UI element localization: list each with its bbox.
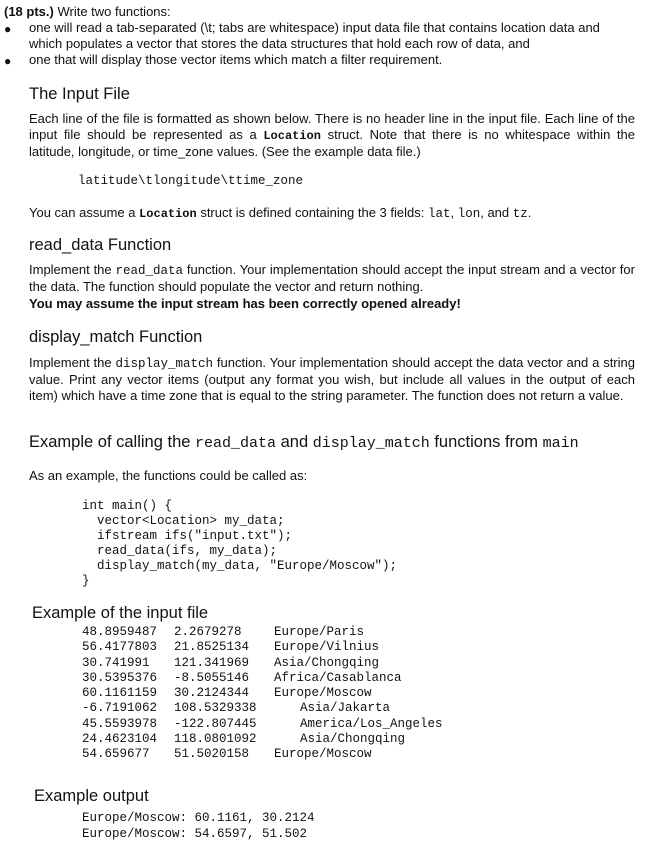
output-line: Europe/Moscow: 54.6597, 51.502 [82, 827, 308, 841]
timezone-cell: America/Los_Angeles [300, 716, 443, 731]
timezone-cell: Europe/Moscow [274, 686, 372, 701]
function-name: read_data [195, 435, 277, 452]
timezone-cell: Europe/Vilnius [274, 640, 380, 655]
timezone-cell: Africa/Casablanca [274, 670, 402, 685]
latitude-cell: 24.4623104 [82, 732, 158, 747]
struct-assumption [29, 205, 635, 222]
section-heading-example-call [29, 432, 579, 454]
text-segment: Implement the [29, 355, 116, 370]
code-line: vector<Location> my_data; [82, 514, 285, 528]
table-row [82, 625, 443, 640]
text-segment: You can assume a [29, 205, 140, 220]
longitude-cell: -8.5055146 [174, 670, 250, 685]
bullet-icon: ● [4, 22, 12, 36]
text-segment: Example of calling the [29, 433, 196, 451]
field-tz: tz [512, 207, 528, 221]
table-row [82, 732, 443, 747]
code-line: display_match(my_data, "Europe/Moscow"); [82, 559, 398, 573]
code-line: } [82, 574, 90, 588]
function-name: main [542, 435, 579, 452]
latitude-cell: -6.7191062 [82, 701, 158, 716]
section-heading-example-input: Example of the input file [32, 604, 209, 622]
section-heading-display-match: display_match Function [29, 328, 203, 346]
longitude-cell: 2.2679278 [174, 625, 242, 639]
text-segment: and [276, 433, 313, 451]
function-name: display_match [312, 435, 430, 452]
latitude-cell: 48.8959487 [82, 625, 158, 639]
table-row [82, 671, 443, 686]
text-segment: . [527, 205, 532, 220]
latitude-cell: 45.5593978 [82, 716, 158, 731]
bullet-icon: ● [4, 54, 12, 68]
code-block [82, 499, 397, 589]
display-match-description [29, 355, 635, 404]
struct-name: Location [263, 129, 321, 143]
longitude-cell: -122.807445 [174, 716, 257, 731]
input-file-description [29, 111, 635, 160]
timezone-cell: Asia/Chongqing [300, 732, 406, 747]
latitude-cell: 30.5395376 [82, 670, 158, 685]
latitude-cell: 60.1161159 [82, 686, 158, 701]
field-lon: lon [457, 207, 481, 221]
longitude-cell: 30.2124344 [174, 686, 250, 701]
text-segment: struct is defined containing the 3 fields: [196, 205, 428, 220]
text-segment: , and [480, 205, 513, 220]
longitude-cell: 118.0801092 [174, 732, 257, 747]
read-data-description [29, 262, 635, 295]
code-line: int main() { [82, 499, 173, 513]
table-row [82, 747, 443, 762]
points-label: (18 pts.) [4, 4, 54, 19]
section-heading-read-data: read_data Function [29, 236, 172, 254]
function-name: read_data [115, 264, 184, 278]
code-line: read_data(ifs, my_data); [82, 544, 278, 558]
table-row [82, 640, 443, 655]
bullet-item-read: one will read a tab-separated (\t; tabs are whitespace) input data file that contains location data and which populates a vector that stores the data structures that hold each row of data, and [29, 20, 600, 51]
longitude-cell: 51.5020158 [174, 747, 250, 762]
function-name: display_match [115, 357, 214, 371]
text-segment: struct. Note that there is no whitespace within the latitude, longitude, or time_zone values. (See the example data file.) [29, 127, 635, 159]
text-segment: function. Your implementation should accept the input stream and a vector for the data. The function should populate the vector and return nothing. [29, 262, 635, 294]
table-row [82, 717, 443, 732]
section-heading-input-file: The Input File [29, 85, 130, 103]
timezone-cell: Asia/Jakarta [300, 701, 391, 716]
example-output-block [82, 810, 315, 842]
text-segment: Each line of the file is formatted as shown below. There is no header line in the input file. Each line of the input file should be represented as a [29, 111, 635, 142]
code-line: ifstream ifs("input.txt"); [82, 529, 293, 543]
timezone-cell: Europe/Moscow [274, 747, 372, 762]
problem-statement [4, 4, 634, 20]
latitude-cell: 56.4177803 [82, 640, 158, 655]
format-line: latitude\tlongitude\ttime_zone [78, 174, 304, 188]
read-data-note: You may assume the input stream has been correctly opened already! [29, 296, 461, 311]
text-segment: Implement the [29, 262, 116, 277]
output-line: Europe/Moscow: 60.1161, 30.2124 [82, 811, 315, 825]
longitude-cell: 121.341969 [174, 655, 250, 670]
field-lat: lat [427, 207, 451, 221]
longitude-cell: 21.8525134 [174, 640, 250, 655]
table-row [82, 656, 443, 671]
text-segment: , [450, 205, 458, 220]
latitude-cell: 54.659677 [82, 747, 150, 762]
timezone-cell: Asia/Chongqing [274, 655, 380, 670]
section-heading-example-output: Example output [34, 787, 149, 805]
bullet-item-display: one that will display those vector items which match a filter requirement. [29, 52, 443, 67]
latitude-cell: 30.741991 [82, 655, 150, 670]
example-input-table [82, 625, 443, 763]
struct-name: Location [139, 207, 197, 221]
table-row [82, 686, 443, 701]
intro-lead: Write two functions: [53, 4, 171, 19]
timezone-cell: Europe/Paris [274, 625, 365, 639]
longitude-cell: 108.5329338 [174, 701, 257, 716]
example-call-lead: As an example, the functions could be called as: [29, 468, 308, 483]
table-row [82, 701, 443, 716]
text-segment: functions from [429, 433, 543, 451]
text-segment: function. Your implementation should accept the data vector and a string value. Print any vector items (output any format you wish, but include all values in the output of each item) which have a time zone that is equal to the string parameter. The function does not return a value. [29, 355, 635, 403]
